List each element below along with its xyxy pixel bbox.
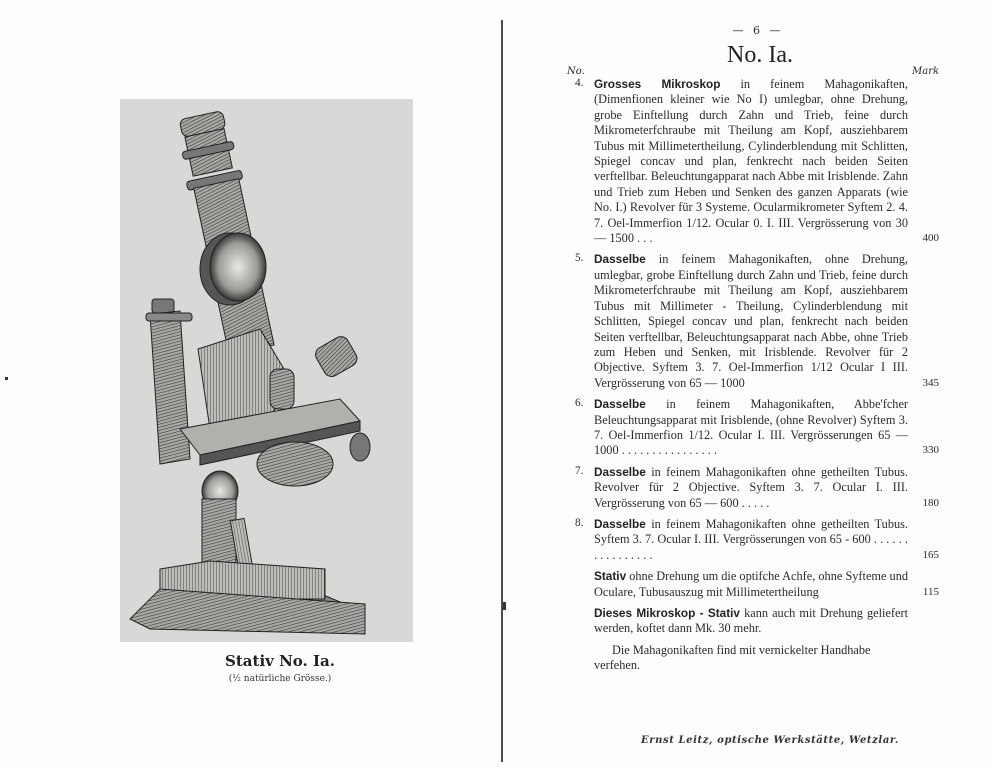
- catalogue-entry: [567, 77, 947, 246]
- entry-title: Grosses Mikroskop: [594, 77, 721, 91]
- entry-title: Dasselbe: [594, 464, 646, 479]
- column-label-mark: Mark: [912, 66, 940, 77]
- catalogue-entry: [567, 606, 947, 637]
- entry-number: 7.: [575, 464, 584, 477]
- entry-number: 6.: [575, 397, 584, 410]
- entry-text: in feinem Mahagonikaften ohne getheilten Tubus. Revolver für 2 Objective. Syftem 3. 7. Ocular I. III. Vergrösserung von 65 — 600 . . . . .: [594, 464, 908, 510]
- entry-number: 5.: [575, 252, 584, 265]
- entry-price: 180: [922, 496, 939, 509]
- entry-price: 330: [922, 444, 939, 457]
- entry-number: 8.: [575, 516, 584, 529]
- entry-text: in feinem Mahagonikaften, Abbe'fcher Beleuchtungsapparat mit Irisblende, (ohne Revolver) Syftem 3. 7. Oel-Immerfion 1/12. Ocular I. III. Vergrösserungen 65 — 1000 . . . . . . . . . . . . . . . .: [594, 397, 908, 458]
- caption-subtitle: (½ natürliche Grösse.): [228, 674, 332, 684]
- entry-price: 345: [922, 376, 939, 389]
- page-heading: No. Ia.: [727, 42, 793, 68]
- scan-speck: [5, 377, 8, 380]
- catalogue-entry: [567, 465, 947, 511]
- catalogue-entry: [567, 252, 947, 391]
- entry-title: Dieses Mikroskop - Stativ: [594, 606, 740, 620]
- page-number: — 6 —: [732, 24, 784, 37]
- entry-title: Dasselbe: [594, 516, 646, 531]
- entry-text: kann auch mit Drehung geliefert werden, koftet dann Mk. 30 mehr.: [594, 606, 908, 636]
- note-paragraph: Die Mahagonikaften find mit vernickelter Handhabe verfehen.: [594, 642, 871, 673]
- entry-text: in feinem Mahagonikaften ohne getheilten Tubus. Syftem 3. 7. Ocular I. III. Vergrösserungen von 65 - 600 . . . . . . . . . . . . . . . .: [594, 516, 908, 562]
- catalogue-entry: [567, 517, 947, 563]
- microscope-illustration: [120, 99, 413, 642]
- catalogue-entry: [567, 569, 947, 600]
- entry-number: 4.: [575, 77, 584, 89]
- entry-title: Dasselbe: [594, 397, 646, 412]
- entry-title: Dasselbe: [594, 252, 646, 267]
- entry-price: 115: [922, 585, 939, 598]
- catalogue-entry: [567, 397, 947, 459]
- entry-text: in feinem Mahagonikaften, ohne Drehung, umlegbar, grobe Einftellung durch Zahn und Trieb, feine durch Mikrometerfchraube mit Theilung am Kopf, ausziehbarem Tubus mit Millimeter - Theilung, Cylinderblendung mit Schlitten, Spiegel concav und plan, fenkrecht nach beiden Seiten verftellbar, Beleuchtungsapparat nach Abbe, ohne Trieb zum Heben und Senken, mit Irisblende. Revolver für 2 Objective. Syftem 3. 7. Oel-Immerfion 1/12 Ocular I III. Vergrösserung von 65 — 1000: [594, 252, 908, 390]
- entry-price: 165: [922, 548, 939, 561]
- caption-title: Stativ No. Ia.: [225, 652, 335, 670]
- column-label-no: No.: [567, 66, 585, 77]
- entry-title: Stativ: [594, 569, 627, 584]
- entry-text: ohne Drehung um die optifche Achfe, ohne Syfteme und Oculare, Tubusauszug mit Millimetertheilung: [594, 569, 908, 599]
- entry-price: 400: [922, 232, 939, 245]
- publisher-footer: Ernst Leitz, optische Werkstätte, Wetzlar.: [641, 735, 899, 746]
- catalogue-entries: [567, 77, 947, 674]
- entry-text: in feinem Mahagonikaften, (Dimenfionen kleiner wie No I) umlegbar, ohne Drehung, grobe Einftellung durch Zahn und Trieb, feine durch Mikrometerfchraube mit Theilung am Kopf, ausziehbarem Tubus mit Millimetertheilung, Cylinderblendung mit Schlitten, Spiegel concav und plan, fenkrecht nach beiden Seiten verftellbar. Beleuchtungapparat nach Abbe mit Irisblende. Zahn und Trieb zum Heben und Senken des ganzen Apparats (wie No. I.) Revolver für 3 Systeme. Ocularmikrometer Syftem 2. 4. 7. Oel-Immerfion 1/12. Ocular 0. I. III. Vergrösserung von 30 — 1500 . . .: [594, 77, 908, 246]
